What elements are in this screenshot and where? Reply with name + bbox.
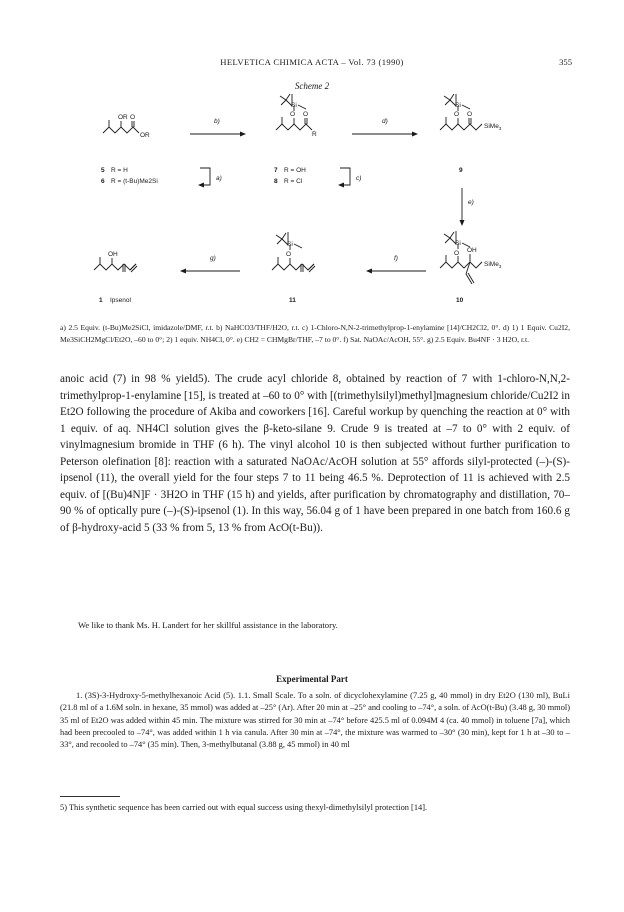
experimental-section <box>60 690 570 751</box>
compound-label-7: 7 <box>274 167 278 174</box>
atom-label: OH <box>108 251 118 258</box>
footnote <box>60 803 570 812</box>
atom-label: O <box>467 111 473 118</box>
scheme-caption <box>60 322 570 346</box>
arrow-label-b: b) <box>214 118 220 125</box>
running-header <box>0 57 624 71</box>
compound-5-structure <box>103 114 150 139</box>
arrow-label-a: a) <box>216 175 222 182</box>
journal-title: HELVETICA CHIMICA ACTA – Vol. 73 (1990) <box>220 57 404 67</box>
compound-7-structure <box>276 94 317 138</box>
atom-label: O <box>303 111 309 118</box>
reaction-scheme <box>0 92 624 310</box>
arrow-label-d: d) <box>382 118 388 125</box>
page-number: 355 <box>559 57 572 67</box>
atom-label: O <box>454 111 460 118</box>
compound-def-5: R = H <box>111 167 128 174</box>
main-body <box>60 371 570 536</box>
compound-label-5: 5 <box>101 167 105 174</box>
atom-label: O <box>286 251 292 258</box>
compound-label-9: 9 <box>459 167 463 174</box>
atom-label: Si <box>291 102 297 109</box>
compound-11-structure <box>272 232 315 272</box>
atom-label: Si <box>455 240 461 247</box>
compound-label-10: 10 <box>456 297 464 304</box>
compound-def-7: R = OH <box>284 167 306 174</box>
compound-label-11: 11 <box>289 297 296 304</box>
body-paragraph: anoic acid (7) in 98 % yield5). The crude acyl chloride 8, obtained by reaction of 7 with 1-chloro-N,N,2-trimethylprop-1-enylamine [15], is treated at –60 to 0° with [(trimethylsilyl)methyl]magnesium chloride/Cu2I2 in Et2O following the procedure of Akiba and coworkers [16]. Careful workup by quenching the reaction at 0° with 1 equiv. of aq. NH4Cl solution gives the β-keto-silane 9. Crude 9 is treated at –7 to 0° with 2 equiv. of vinylmagnesium bromide in THF (6 h). The vinyl alcohol 10 is then subjected without further purification to Peterson olefination [8]: reaction with a saturated NaOAc/AcOH solution at 55° affords silyl-protected (–)-(S)-ipsenol (11), the overall yield for the four steps 7 to 11 being 46.5 %. Deprotection of 11 is achieved with 2.5 equiv. of [(Bu)4N]F · 3H2O in THF (15 h) and yields, after purification by chromatography and distillation, 70–90 % of optically pure (–)-(S)-ipsenol (1). In this way, 56.04 g of 1 have been prepared in one batch from 160.6 g of β-hydroxy-acid 5 (33 % from 5, 13 % from AcO(t-Bu)). <box>60 373 570 534</box>
compound-10-structure <box>440 231 502 284</box>
atom-label: Si <box>455 102 461 109</box>
atom-label: OR <box>118 114 128 121</box>
compound-label-1: 1 <box>99 297 103 304</box>
compound-label-6: 6 <box>101 178 105 185</box>
arrow-a <box>198 168 222 188</box>
experimental-title: Experimental Part <box>276 674 348 684</box>
atom-label: O <box>290 111 296 118</box>
arrow-f <box>366 255 426 274</box>
acknowledgement: We like to thank Ms. H. Landert for her skillful assistance in the laboratory. <box>78 620 338 630</box>
atom-label: O <box>130 114 136 121</box>
arrow-g <box>180 255 240 274</box>
atom-label: SiMe$_3$ <box>484 123 502 131</box>
arrow-c <box>338 168 361 188</box>
atom-label: OR <box>140 132 150 139</box>
compound-def-6: R = (t-Bu)Me2Si <box>111 178 158 185</box>
scheme-title: Scheme 2 <box>294 81 330 91</box>
experimental-paragraph: 1. (3S)-3-Hydroxy-5-methylhexanoic Acid (5). 1.1. Small Scale. To a soln. of dicyclohexylamine (7.25 g, 40 mmol) in dry Et2O (130 ml), BuLi (21.8 ml of a 1.6M soln. in hexane, 35 mmol) was added at –25° (Ar). After 20 min at –25° and cooling to –74°, a soln. of AcO(t-Bu) (3.48 g, 30 mmol) 35 ml of Et2O was added within 45 min. The mixture was stirred for 30 min at –74° before 425.5 ml of 0.094M 4 (ca. 40 mmol) in toluene [7a], which had been precooled to –74°, was added within 1 h via canula. After 30 min at –74°, the mixture was warmed to –30° (30 min), kept for 1 h at –30 to –33°, and recooled to –74° (35 min). Then, 3-methylbutanal (3.88 g, 45 mmol) in 40 ml <box>60 691 570 750</box>
atom-label: SiMe$_3$ <box>484 261 502 269</box>
atom-label: Si <box>287 241 293 248</box>
compound-9-structure <box>440 94 502 131</box>
caption-text: a) 2.5 Equiv. (t-Bu)Me2SiCl, imidazole/DMF, r.t. b) NaHCO3/THF/H2O, r.t. c) 1-Chloro-N,N-2-trimethylprop-1-enylamine [14]/CH2Cl2, 0°. d) 1) 1 Equiv. Cu2I2, Me3SiCH2MgCl/Et2O, –60 to 0°; 2) 1 equiv. NH4Cl, 0°. e) CH2 = CHMgBr/THF, –7 to 0°. f) Sat. NaOAc/AcOH, 55°. g) 2.5 Equiv. Bu4NF · 3 H2O, r.t. <box>60 323 570 344</box>
arrow-label-f: f) <box>394 255 398 262</box>
compound-1-structure <box>94 251 137 272</box>
arrow-label-g: g) <box>210 255 216 262</box>
atom-label: O <box>454 250 460 257</box>
compound-label-8: 8 <box>274 178 278 185</box>
footnote-rule <box>60 796 120 797</box>
arrow-e <box>460 188 474 226</box>
footnote-text: This synthetic sequence has been carried out with equal success using thexyl-dimethylsilyl protection [14]. <box>68 803 428 812</box>
compound-name-1: Ipsenol <box>110 297 131 304</box>
arrow-b <box>190 118 246 137</box>
footnote-mark: 5) <box>60 803 67 812</box>
arrow-label-c: c) <box>356 175 362 182</box>
arrow-label-e: e) <box>468 199 474 206</box>
atom-label: OH <box>467 247 477 254</box>
atom-label: R <box>312 131 317 138</box>
arrow-d <box>352 118 418 137</box>
compound-def-8: R = Cl <box>284 178 303 185</box>
